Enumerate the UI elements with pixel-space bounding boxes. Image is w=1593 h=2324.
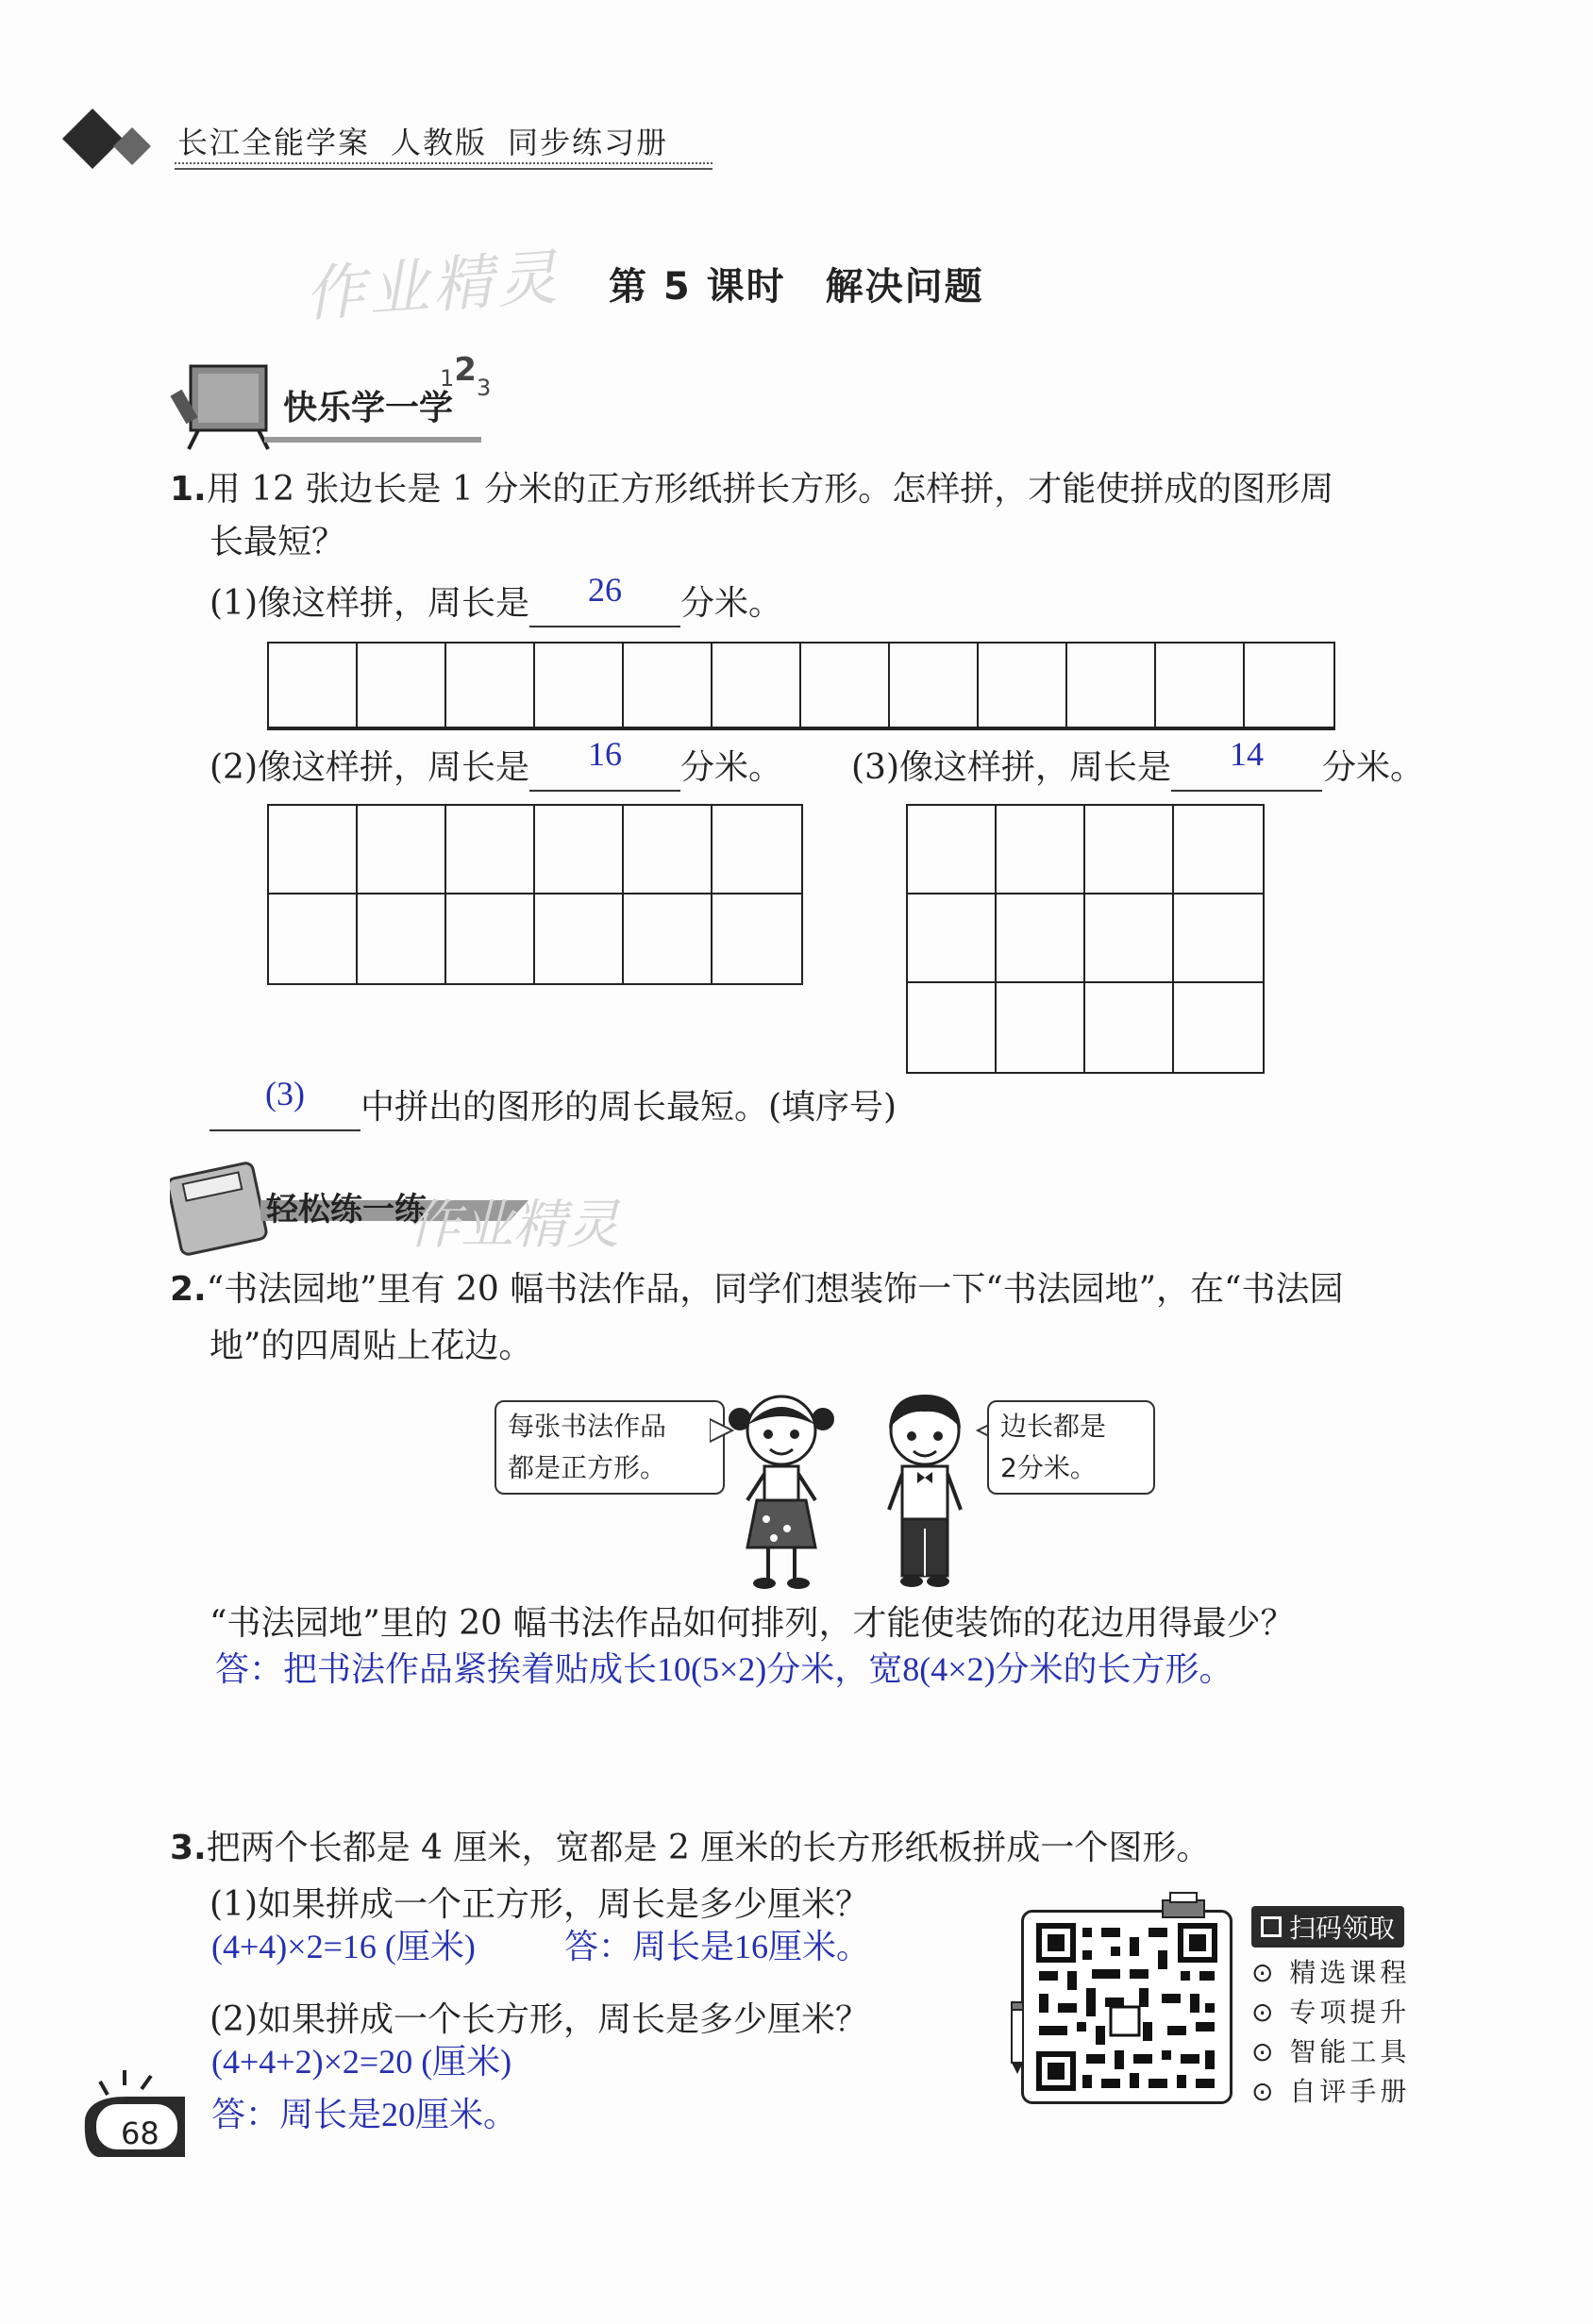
q1-grid-1x12 <box>267 642 1335 730</box>
qr-scan-label[interactable]: 扫码领取 <box>1251 1906 1404 1948</box>
q3-part1-calc[interactable]: (4+4)×2=16 (厘米) <box>211 1928 476 1965</box>
q1-grid-2x6 <box>267 804 803 985</box>
pencil-icon <box>1006 2000 1029 2076</box>
check-circle-icon: ⊙ <box>1251 1957 1278 1988</box>
q1-part2-answer[interactable]: 16 <box>588 735 622 773</box>
q3-text: 3.把两个长都是 4 厘米，宽都是 2 厘米的长方形纸板拼成一个图形。 <box>170 1829 1211 1867</box>
page-number: 68 <box>121 2115 159 2151</box>
q2-text: 2.“书法园地”里有 20 幅书法作品，同学们想装饰一下“书法园地”，在“书法园 <box>170 1270 1344 1309</box>
qr-feature-item: ⊙ 智能工具 <box>1251 2036 1411 2067</box>
q1-conclusion-answer[interactable]: (3) <box>265 1075 305 1112</box>
q3-part1: (1)如果拼成一个正方形，周长是多少厘米？ <box>210 1885 869 1924</box>
q1-number: 1. <box>170 470 207 509</box>
q1-text-line2: 长最短？ <box>210 523 346 561</box>
q2-number: 2. <box>170 1270 207 1309</box>
q3-part2-answer[interactable]: 答：周长是20厘米。 <box>211 2096 518 2133</box>
check-circle-icon: ⊙ <box>1251 1997 1278 2028</box>
printer-icon <box>1159 1891 1208 1919</box>
watermark: 作业精灵 <box>302 242 563 331</box>
check-circle-icon: ⊙ <box>1251 2036 1278 2067</box>
q1-conclusion: (3) 中拼出的图形的周长最短。(填序号) <box>210 1085 897 1131</box>
section1-label: 快乐学一学 <box>283 389 454 427</box>
q1-part1: (1)像这样拼，周长是 26 分米。 <box>210 581 782 627</box>
qr-feature-item: ⊙ 自评手册 <box>1251 2076 1411 2107</box>
q1-grid-3x4 <box>906 804 1265 1074</box>
section2-label: 轻松练一练 <box>266 1191 427 1229</box>
watermark-2: 作业精灵 <box>408 1195 619 1256</box>
check-circle-icon: ⊙ <box>1251 2076 1278 2107</box>
qr-code[interactable] <box>1021 1910 1232 2104</box>
q2-question: “书法园地”里的 20 幅书法作品如何排列，才能使装饰的花边用得最少？ <box>210 1604 1295 1643</box>
q1-part2: (2)像这样拼，周长是 16 分米。 <box>210 745 782 792</box>
qr-feature-list <box>1251 1953 1410 2112</box>
boy-illustration <box>868 1387 981 1595</box>
q1-part1-answer[interactable]: 26 <box>588 571 622 609</box>
q3-part2-calc[interactable]: (4+4+2)×2=20 (厘米) <box>211 2043 512 2081</box>
girl-illustration <box>725 1387 838 1595</box>
header-rule <box>175 162 713 164</box>
lesson-title: 第 5 课时 解决问题 <box>609 265 984 309</box>
qr-feature-item: ⊙ 专项提升 <box>1251 1997 1411 2028</box>
section1-decor-123: 123 <box>440 351 492 401</box>
header-rule-2 <box>175 168 713 170</box>
q1-text: 1.用 12 张边长是 1 分米的正方形纸拼长方形。怎样拼，才能使拼成的图形周 <box>170 470 1334 509</box>
q2-answer[interactable]: 答：把书法作品紧挨着贴成长10(5×2)分米，宽8(4×2)分米的长方形。 <box>215 1650 1233 1688</box>
q1-part3: (3)像这样拼，周长是 14 分米。 <box>851 745 1424 792</box>
q3-part2: (2)如果拼成一个长方形，周长是多少厘米？ <box>210 2000 869 2039</box>
header-logo-diamonds <box>57 104 160 170</box>
q3-part1-answer[interactable]: 答：周长是16厘米。 <box>564 1928 871 1965</box>
q2-text-line2: 地”的四周贴上花边。 <box>210 1327 533 1365</box>
q2-bubble-left: 每张书法作品 都是正方形。 <box>495 1400 725 1495</box>
scan-icon <box>1261 1916 1282 1937</box>
header-title: 长江全能学案 人教版 同步练习册 <box>177 125 669 160</box>
qr-feature-item: ⊙ 精选课程 <box>1251 1957 1411 1988</box>
q2-bubble-right: 边长都是 2分米。 <box>987 1400 1155 1495</box>
q3-number: 3. <box>170 1829 207 1867</box>
q1-part3-answer[interactable]: 14 <box>1230 735 1264 773</box>
